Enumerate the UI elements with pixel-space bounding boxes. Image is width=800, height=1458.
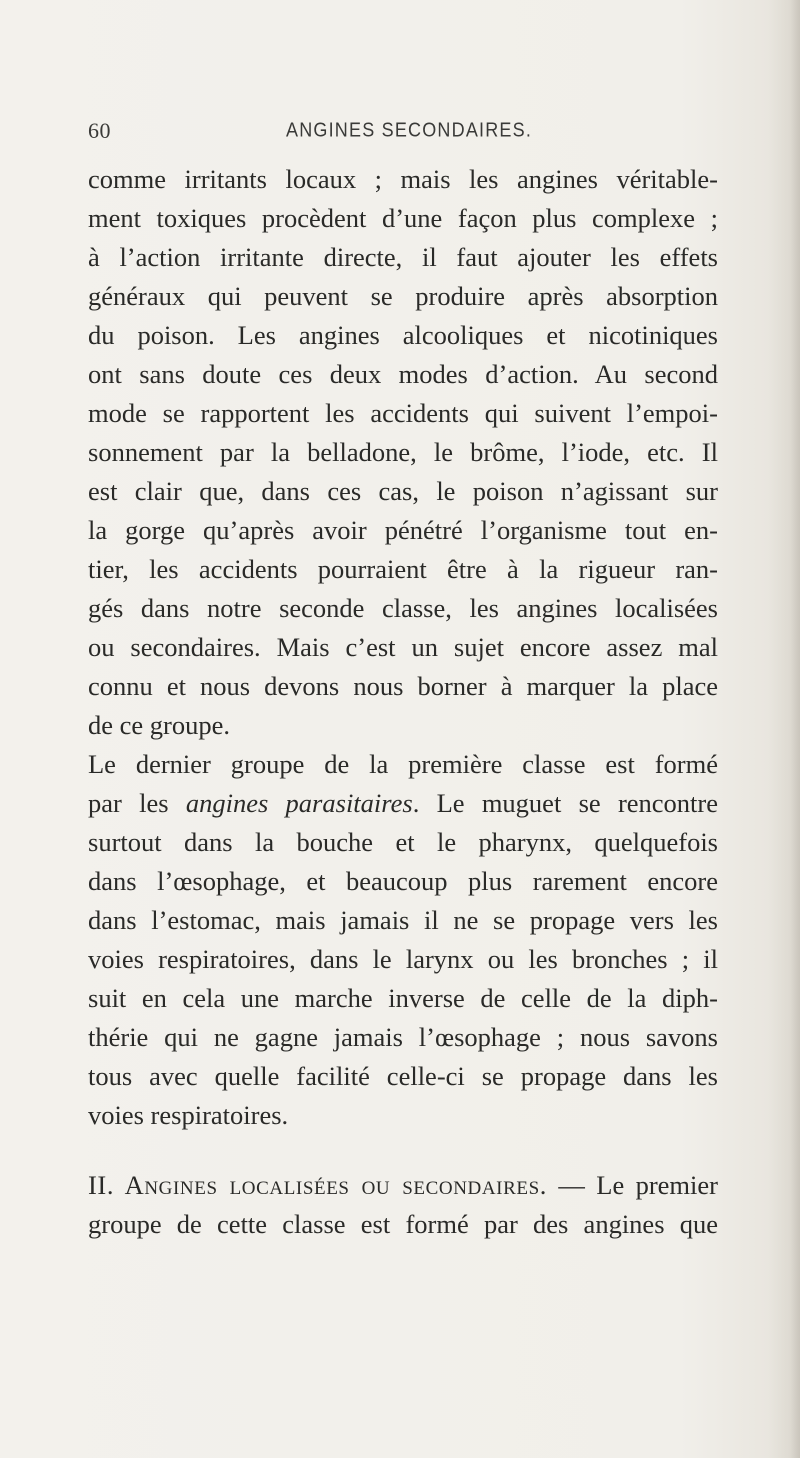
text-line: de ce groupe. bbox=[88, 710, 230, 740]
text-line: ont sans doute ces deux modes d’action. Au second bbox=[88, 359, 718, 389]
text-line: généraux qui peuvent se produire après absorption bbox=[88, 281, 718, 311]
text-line: mode se rapportent les accidents qui suivent l’empoi- bbox=[88, 398, 718, 428]
running-head: ANGINES SECONDAIRES. bbox=[286, 118, 533, 141]
page-header bbox=[88, 118, 738, 148]
text-line: est clair que, dans ces cas, le poison n’agissant sur bbox=[88, 476, 718, 506]
text-line: suit en cela une marche inverse de celle de la diph- bbox=[88, 983, 718, 1013]
text-line: gés dans notre seconde classe, les angines localisées bbox=[88, 593, 718, 623]
text-line: comme irritants locaux ; mais les angines véritable- bbox=[88, 164, 718, 194]
text-run: . Le muguet se rencontre bbox=[412, 788, 718, 818]
text-line: surtout dans la bouche et le pharynx, quelquefois bbox=[88, 827, 718, 857]
text-line: tier, les accidents pourraient être à la rigueur ran- bbox=[88, 554, 718, 584]
text-line: dans l’œsophage, et beaucoup plus rarement encore bbox=[88, 866, 718, 896]
text-run: par les bbox=[88, 788, 186, 818]
text-line: thérie qui ne gagne jamais l’œsophage ; nous savons bbox=[88, 1022, 718, 1052]
section-heading-line bbox=[88, 1166, 718, 1205]
text-line: voies respiratoires, dans le larynx ou les bronches ; il bbox=[88, 944, 718, 974]
text-line: sonnement par la belladone, le brôme, l’iode, etc. Il bbox=[88, 437, 718, 467]
text-line: ou secondaires. Mais c’est un sujet encore assez mal bbox=[88, 632, 718, 662]
text-line: à l’action irritante directe, il faut ajouter les effets bbox=[88, 242, 718, 272]
page-number: 60 bbox=[88, 118, 111, 143]
italic-term: angines parasitaires bbox=[185, 788, 413, 818]
text-line-with-italic bbox=[88, 784, 718, 823]
text-line: voies respiratoires. bbox=[88, 1100, 289, 1130]
text-line: connu et nous devons nous borner à marquer la place bbox=[88, 671, 718, 701]
text-line: Le dernier groupe de la première classe est formé bbox=[88, 749, 718, 779]
text-line: du poison. Les angines alcooliques et nicotiniques bbox=[88, 320, 718, 350]
body-text bbox=[88, 160, 718, 1244]
text-line: groupe de cette classe est formé par des angines que bbox=[88, 1209, 718, 1239]
paragraph-gap bbox=[88, 1135, 718, 1166]
page-edge-shadow bbox=[790, 0, 800, 1458]
text-line: dans l’estomac, mais jamais il ne se propage vers les bbox=[88, 905, 718, 935]
text-line: la gorge qu’après avoir pénétré l’organisme tout en- bbox=[88, 515, 718, 545]
text-line: tous avec quelle facilité celle-ci se propage dans les bbox=[88, 1061, 718, 1091]
text-line: ment toxiques procèdent d’une façon plus complexe ; bbox=[88, 203, 718, 233]
text-run: — Le premier bbox=[546, 1170, 718, 1200]
section-title: II. Angines localisées ou secondaires. bbox=[88, 1170, 547, 1200]
